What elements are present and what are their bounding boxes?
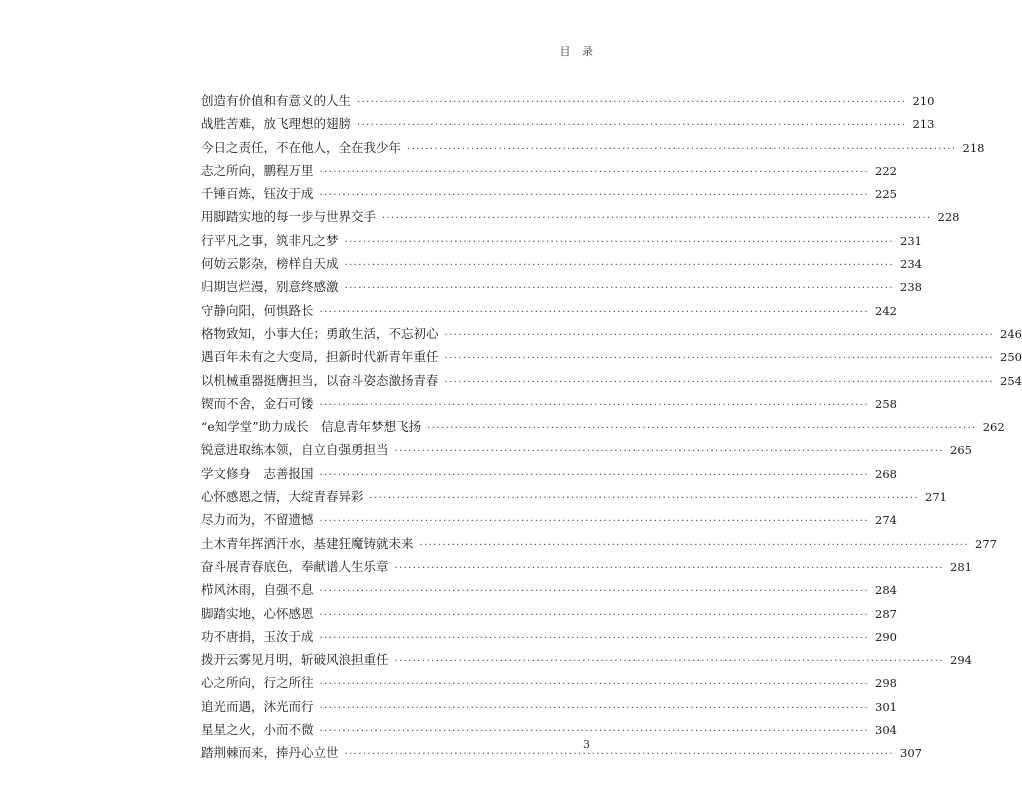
toc-entry-page: 225 (875, 187, 897, 202)
dot-leader: ························································································································ (444, 376, 994, 388)
toc-entry-title: 奋斗展青春底色，奉献谱人生乐章 (201, 558, 389, 574)
toc-entry[interactable] (201, 508, 897, 531)
toc-entry[interactable] (201, 695, 897, 718)
toc-entry-page: 258 (875, 396, 897, 411)
dot-leader: ························································································································ (344, 749, 894, 761)
dot-leader: ························································································································ (319, 679, 869, 691)
toc-entry[interactable] (201, 578, 897, 601)
toc-entry[interactable] (201, 415, 1005, 438)
toc-entry-title: 用脚踏实地的每一步与世界交手 (201, 209, 377, 225)
toc-entry-page: 246 (1000, 326, 1022, 341)
toc-entry-title: 何妨云影杂，榜样自天成 (201, 256, 339, 272)
toc-entry-title: 行平凡之事，筑非凡之梦 (201, 232, 339, 248)
toc-entry-title: 踏荆棘而来，捧丹心立世 (201, 745, 339, 761)
toc-entry-page: 290 (875, 629, 897, 644)
toc-entry-page: 234 (900, 257, 922, 272)
toc-entry-title: 今日之责任，不在他人，全在我少年 (201, 139, 402, 155)
toc-entry[interactable] (201, 718, 897, 741)
toc-entry-title: 功不唐捐，玉汝于成 (201, 628, 314, 644)
toc-entry-page: 210 (912, 94, 935, 108)
dot-leader: ························································································································ (419, 539, 969, 551)
dot-leader: ························································································································ (382, 213, 932, 225)
dot-leader: ························································································································ (344, 283, 894, 295)
dot-leader: ························································································································ (344, 260, 894, 272)
toc-entry[interactable] (201, 159, 897, 182)
dot-leader: ························································································································ (319, 586, 869, 598)
toc-entry-page: 298 (875, 676, 897, 691)
toc-entry-page: 218 (962, 140, 985, 155)
toc-entry-title: 土木青年挥洒汗水，基建狂魔铸就未来 (201, 535, 414, 551)
toc-entry-title: 栉风沐雨，自强不息 (201, 582, 314, 598)
toc-entry-page: 238 (900, 280, 922, 295)
toc-entry-title: 心怀感恩之情，大绽青春异彩 (201, 489, 364, 505)
toc-entry[interactable] (201, 625, 897, 648)
toc-entry[interactable] (201, 648, 972, 671)
toc-entry-title: 星星之火，小而不微 (201, 722, 314, 738)
toc-entry-title: 脚踏实地，心怀感恩 (201, 605, 314, 621)
toc-entry-title: 以机械重器挺膺担当，以奋斗姿态激扬青春 (201, 372, 439, 388)
running-head: 目 录 (559, 45, 597, 58)
toc-entry-title: 守静向阳，何惧路长 (201, 302, 314, 318)
toc-entry[interactable] (201, 485, 947, 508)
toc-entry[interactable] (201, 322, 1022, 345)
toc-entry-page: 304 (875, 723, 897, 738)
toc-entry[interactable] (201, 136, 985, 159)
dot-leader: ························································································································ (444, 353, 994, 365)
toc-entry[interactable] (201, 741, 922, 764)
toc-entry[interactable] (201, 462, 897, 485)
dot-leader: ························································································································ (319, 166, 869, 178)
dot-leader: ························································································································ (427, 423, 977, 435)
toc-entry-title: 锐意进取练本领，自立自强勇担当 (201, 442, 389, 458)
toc-entry[interactable] (201, 532, 997, 555)
dot-leader: ························································································································ (319, 190, 869, 202)
toc-entry[interactable] (201, 252, 922, 275)
dot-leader: ························································································································ (319, 306, 869, 318)
toc-entry[interactable] (201, 438, 972, 461)
toc-entry-page: 294 (950, 653, 972, 668)
toc-entry-title: 遇百年未有之大变局，担新时代新青年重任 (201, 349, 439, 365)
dot-leader: ························································································································ (407, 143, 957, 155)
toc-entry[interactable] (201, 89, 935, 112)
dot-leader: ························································································································ (344, 236, 894, 248)
toc-entry-title: 追光而遇，沐光而行 (201, 698, 314, 714)
toc-entry-title: 志之所向，鹏程万里 (201, 162, 314, 178)
toc-entry-title: 战胜苦难，放飞理想的翅膀 (201, 116, 352, 132)
toc-entry[interactable] (201, 205, 960, 228)
toc-entry-page: 265 (950, 443, 972, 458)
toc-entry[interactable] (201, 392, 897, 415)
toc-entry[interactable] (201, 555, 972, 578)
toc-entry-page: 271 (925, 490, 947, 505)
toc-entry-page: 281 (950, 559, 972, 574)
dot-leader: ························································································································ (319, 469, 869, 481)
toc-entry-title: 格物致知，小事大任；勇敢生活，不忘初心 (201, 325, 439, 341)
toc-entry[interactable] (201, 369, 1022, 392)
dot-leader: ························································································································ (394, 562, 944, 574)
dot-leader: ························································································································ (357, 97, 907, 108)
toc-entry-page: 242 (875, 303, 897, 318)
toc-entry-title: 创造有价值和有意义的人生 (201, 93, 352, 108)
toc-entry-title: 学文修身 志善报国 (201, 465, 314, 481)
dot-leader: ························································································································ (369, 493, 919, 505)
toc-entry-page: 222 (875, 163, 897, 178)
dot-leader: ························································································································ (444, 329, 994, 341)
toc-entry-page: 262 (982, 420, 1005, 435)
toc-entry-page: 231 (900, 233, 922, 248)
dot-leader: ························································································································ (319, 632, 869, 644)
toc-entry[interactable] (201, 602, 897, 625)
toc-entry[interactable] (201, 229, 922, 252)
toc-entry-title: 尽力而为，不留遗憾 (201, 512, 314, 528)
toc-entry-title: 拨开云雾见月明，斩破风浪担重任 (201, 652, 389, 668)
toc-entry-page: 250 (1000, 350, 1022, 365)
toc-entry-title: “e知学堂”助力成长 信息青年梦想飞扬 (201, 419, 422, 435)
toc-entry-page: 301 (875, 699, 897, 714)
toc-entry-page: 287 (875, 606, 897, 621)
page-number: 3 (583, 738, 590, 751)
table-of-contents (201, 89, 1022, 765)
toc-entry[interactable] (201, 299, 897, 322)
toc-entry-page: 228 (937, 210, 960, 225)
toc-entry[interactable] (201, 345, 1022, 368)
toc-entry-page: 274 (875, 513, 897, 528)
toc-entry-title: 千锤百炼，钰汝于成 (201, 186, 314, 202)
toc-entry-page: 213 (912, 117, 935, 132)
toc-entry[interactable] (201, 182, 897, 205)
toc-entry-title: 锲而不舍，金石可镂 (201, 395, 314, 411)
dot-leader: ························································································································ (357, 120, 907, 132)
toc-entry-page: 268 (875, 466, 897, 481)
toc-entry-page: 277 (975, 536, 997, 551)
dot-leader: ························································································································ (319, 516, 869, 528)
toc-entry[interactable] (201, 671, 897, 694)
toc-entry-page: 307 (900, 746, 922, 761)
dot-leader: ························································································································ (319, 726, 869, 738)
dot-leader: ························································································································ (319, 609, 869, 621)
dot-leader: ························································································································ (319, 702, 869, 714)
toc-entry-title: 归期岂烂漫，别意终感激 (201, 279, 339, 295)
toc-entry-page: 254 (1000, 373, 1022, 388)
dot-leader: ························································································································ (319, 399, 869, 411)
toc-entry-title: 心之所向，行之所往 (201, 675, 314, 691)
toc-entry[interactable] (201, 275, 922, 298)
dot-leader: ························································································································ (394, 656, 944, 668)
dot-leader: ························································································································ (394, 446, 944, 458)
toc-entry-page: 284 (875, 583, 897, 598)
toc-entry[interactable] (201, 112, 935, 135)
